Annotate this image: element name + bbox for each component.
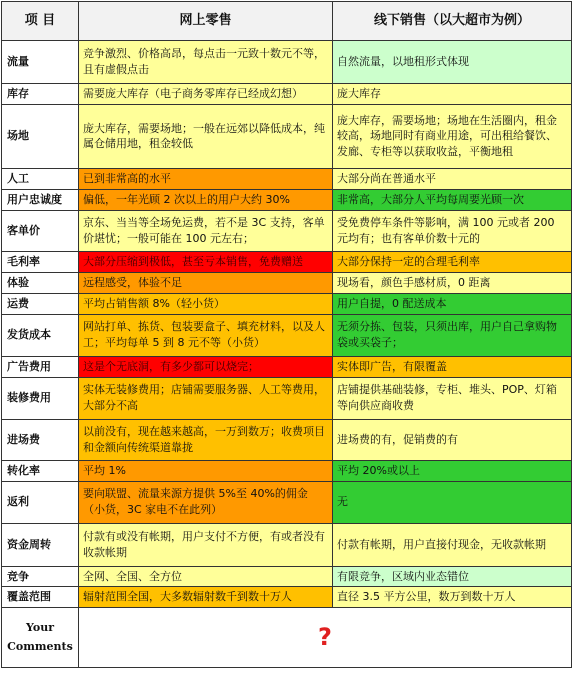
online-cell: 全网、全国、全方位 xyxy=(79,566,333,587)
table-row xyxy=(2,587,572,608)
offline-cell: 实体即广告，有限覆盖 xyxy=(333,356,572,377)
offline-cell: 付款有帐期，用户直接付现金，无收款帐期 xyxy=(333,523,572,566)
offline-cell: 平均 20%或以上 xyxy=(333,460,572,481)
table-row xyxy=(2,41,572,84)
table-row xyxy=(2,377,572,419)
offline-cell: 直径 3.5 平方公里，数万到数十万人 xyxy=(333,587,572,608)
online-cell: 竞争激烈、价格高昂，每点击一元致十数元不等，且有虚假点击 xyxy=(79,41,333,84)
comments-label-line2: Comments xyxy=(7,639,73,653)
online-cell: 需要庞大库存（电子商务零库存已经成幻想） xyxy=(79,84,333,105)
online-cell: 远程感受，体验不足 xyxy=(79,272,333,293)
online-cell: 付款有或没有帐期，用户支付不方便，有或者没有收款帐期 xyxy=(79,523,333,566)
row-label: 运费 xyxy=(2,293,79,314)
offline-cell: 庞大库存 xyxy=(333,84,572,105)
table-row xyxy=(2,314,572,356)
table-row xyxy=(2,272,572,293)
row-label: 进场费 xyxy=(2,419,79,460)
row-label: 资金周转 xyxy=(2,523,79,566)
online-cell: 网站打单、拣货、包装要盒子、填充材料，以及人工；平均每单 5 到 8 元不等（小货） xyxy=(79,314,333,356)
table-row xyxy=(2,293,572,314)
row-label: 场地 xyxy=(2,104,79,168)
offline-cell: 大部分尚在普通水平 xyxy=(333,168,572,189)
table-row xyxy=(2,84,572,105)
online-cell: 偏低，一年光顾 2 次以上的用户大约 30% xyxy=(79,189,333,210)
offline-cell: 大部分保持一定的合理毛利率 xyxy=(333,251,572,272)
comparison-table xyxy=(1,1,572,668)
row-label: 发货成本 xyxy=(2,314,79,356)
row-label: 广告费用 xyxy=(2,356,79,377)
comments-label xyxy=(2,608,79,668)
comments-row xyxy=(2,608,572,668)
table-header-row xyxy=(2,2,572,41)
offline-cell: 无须分拣、包装，只须出库，用户自己拿购物袋或买袋子； xyxy=(333,314,572,356)
online-cell: 辐射范围全国，大多数辐射数千到数十万人 xyxy=(79,587,333,608)
offline-cell: 进场费的有，促销费的有 xyxy=(333,419,572,460)
offline-cell: 受免费停车条件等影响，满 100 元或者 200 元均有；也有客单价数十元的 xyxy=(333,210,572,251)
table-row xyxy=(2,104,572,168)
table-row xyxy=(2,481,572,523)
row-label: 转化率 xyxy=(2,460,79,481)
row-label: 库存 xyxy=(2,84,79,105)
offline-cell: 用户自提，0 配送成本 xyxy=(333,293,572,314)
table-row xyxy=(2,566,572,587)
row-label: 人工 xyxy=(2,168,79,189)
table-row xyxy=(2,210,572,251)
table-row xyxy=(2,419,572,460)
row-label: 用户忠诚度 xyxy=(2,189,79,210)
online-cell: 平均占销售额 8%（轻小货） xyxy=(79,293,333,314)
offline-cell: 自然流量，以地租形式体现 xyxy=(333,41,572,84)
header-item: 项 目 xyxy=(2,2,79,41)
header-online: 网上零售 xyxy=(79,2,333,41)
online-cell: 这是个无底洞，有多少都可以烧完； xyxy=(79,356,333,377)
online-cell: 平均 1% xyxy=(79,460,333,481)
offline-cell: 无 xyxy=(333,481,572,523)
header-offline: 线下销售（以大超市为例） xyxy=(333,2,572,41)
question-mark: ? xyxy=(79,608,572,668)
table-row xyxy=(2,189,572,210)
row-label: 返利 xyxy=(2,481,79,523)
row-label: 竞争 xyxy=(2,566,79,587)
row-label: 毛利率 xyxy=(2,251,79,272)
comments-label-line1: Your xyxy=(25,621,55,635)
table-row xyxy=(2,523,572,566)
online-cell: 要向联盟、流量来源方提供 5%至 40%的佣金（小货，3C 家电不在此列） xyxy=(79,481,333,523)
row-label: 覆盖范围 xyxy=(2,587,79,608)
online-cell: 京东、当当等全场免运费，若不是 3C 支持，客单价堪忧；一般可能在 100 元左右； xyxy=(79,210,333,251)
row-label: 体验 xyxy=(2,272,79,293)
offline-cell: 庞大库存，需要场地；场地在生活圈内，租金较高，场地同时有商业用途，可出租给餐饮、发廊、专柜等以获取收益，平衡地租 xyxy=(333,104,572,168)
table-row xyxy=(2,356,572,377)
offline-cell: 有限竞争，区域内业态错位 xyxy=(333,566,572,587)
offline-cell: 店铺提供基础装修，专柜、堆头、POP、灯箱等向供应商收费 xyxy=(333,377,572,419)
online-cell: 以前没有，现在越来越高，一万到数万；收费项目和金额向传统渠道靠拢 xyxy=(79,419,333,460)
online-cell: 已到非常高的水平 xyxy=(79,168,333,189)
offline-cell: 非常高，大部分人平均每周要光顾一次 xyxy=(333,189,572,210)
row-label: 流量 xyxy=(2,41,79,84)
online-cell: 大部分压缩到极低，甚至亏本销售，免费赠送 xyxy=(79,251,333,272)
table-row xyxy=(2,251,572,272)
offline-cell: 现场看，颜色手感材质，0 距离 xyxy=(333,272,572,293)
table-row xyxy=(2,460,572,481)
online-cell: 实体无装修费用；店铺需要服务器、人工等费用，大部分不高 xyxy=(79,377,333,419)
online-cell: 庞大库存，需要场地；一般在远郊以降低成本，纯属仓储用地，租金较低 xyxy=(79,104,333,168)
table-row xyxy=(2,168,572,189)
row-label: 装修费用 xyxy=(2,377,79,419)
row-label: 客单价 xyxy=(2,210,79,251)
